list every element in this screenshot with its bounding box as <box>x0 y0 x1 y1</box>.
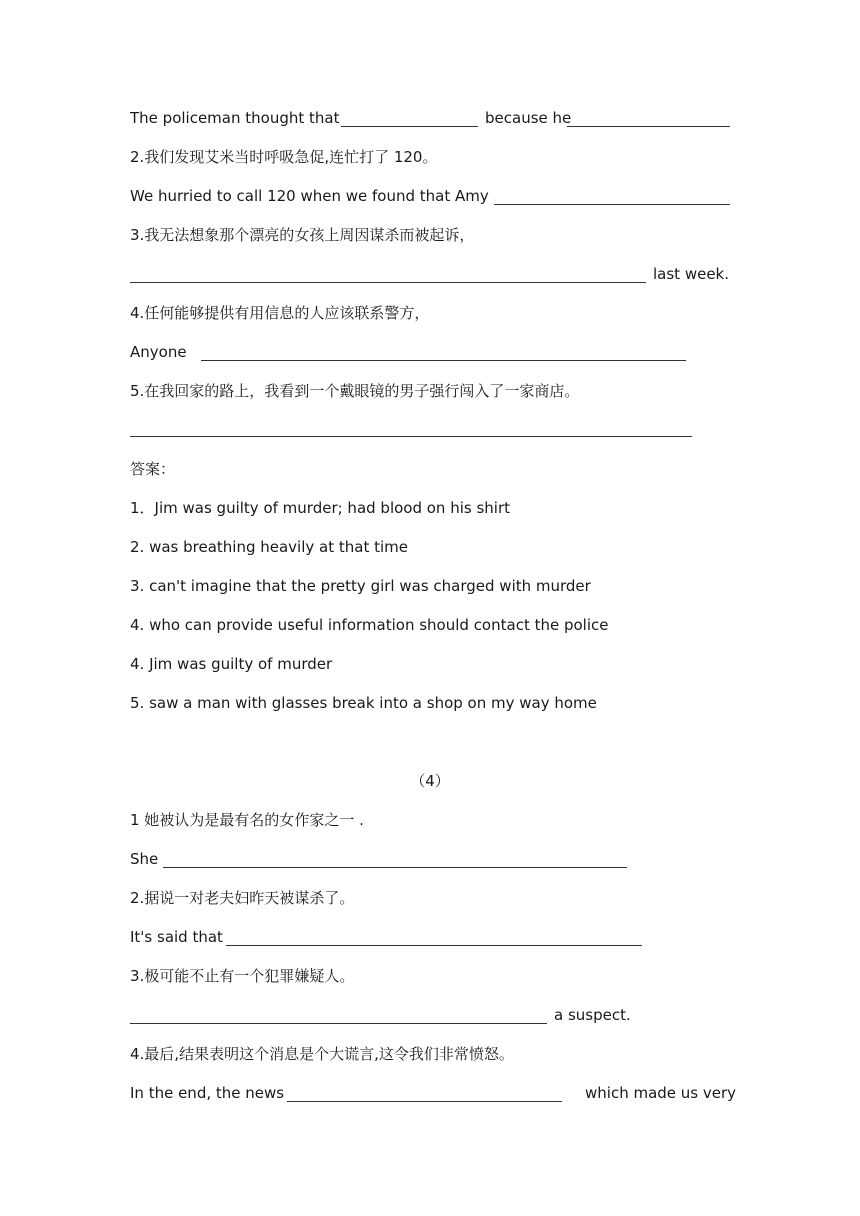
answer-item: 2. was breathing heavily at that time <box>130 538 408 556</box>
s4-q2-english: It's said that <box>130 928 223 946</box>
answer-blank <box>163 867 627 868</box>
q2-chinese: 2.我们发现艾米当时呼吸急促,连忙打了 120。 <box>130 148 438 166</box>
answer-item: 4. Jim was guilty of murder <box>130 655 333 673</box>
s4-q1-chinese: 1 她被认为是最有名的女作家之一 . <box>130 811 364 829</box>
answer-blank <box>226 945 642 946</box>
s4-q3-chinese: 3.极可能不止有一个犯罪嫌疑人。 <box>130 967 355 985</box>
q4-english: Anyone <box>130 343 187 361</box>
q2-english: We hurried to call 120 when we found that Amy <box>130 187 489 205</box>
q1-english-mid: because he <box>485 109 572 127</box>
q3-chinese: 3.我无法想象那个漂亮的女孩上周因谋杀而被起诉， <box>130 226 475 244</box>
answer-blank <box>130 1023 547 1024</box>
answer-item: 1．Jim was guilty of murder; had blood on his shirt <box>130 499 511 517</box>
answer-blank <box>130 282 646 283</box>
q1-english-start: The policeman thought that <box>130 109 340 127</box>
answer-item: 3. can't imagine that the pretty girl was charged with murder <box>130 577 591 595</box>
answer-blank <box>201 360 686 361</box>
answer-blank <box>341 126 478 127</box>
q4-chinese: 4.任何能够提供有用信息的人应该联系警方， <box>130 304 430 322</box>
answer-blank <box>287 1101 562 1102</box>
answers-heading: 答案： <box>130 460 176 478</box>
s4-q3-english-end: a suspect. <box>554 1006 631 1024</box>
answer-blank <box>567 126 730 127</box>
answer-blank <box>494 204 730 205</box>
q3-english-end: last week. <box>653 265 730 283</box>
s4-q2-chinese: 2.据说一对老夫妇昨天被谋杀了。 <box>130 889 355 907</box>
s4-q4-chinese: 4.最后,结果表明这个消息是个大谎言,这令我们非常愤怒。 <box>130 1045 514 1063</box>
s4-q4-english-start: In the end, the news <box>130 1084 285 1102</box>
answer-item: 5. saw a man with glasses break into a shop on my way home <box>130 694 597 712</box>
s4-q1-english: She <box>130 850 159 868</box>
section-heading: （4） <box>410 772 450 790</box>
answer-item: 4. who can provide useful information should contact the police <box>130 616 609 634</box>
s4-q4-english-end: which made us very <box>585 1084 737 1102</box>
q5-chinese: 5.在我回家的路上，我看到一个戴眼镜的男子强行闯入了一家商店。 <box>130 382 580 400</box>
answer-blank <box>130 436 692 437</box>
